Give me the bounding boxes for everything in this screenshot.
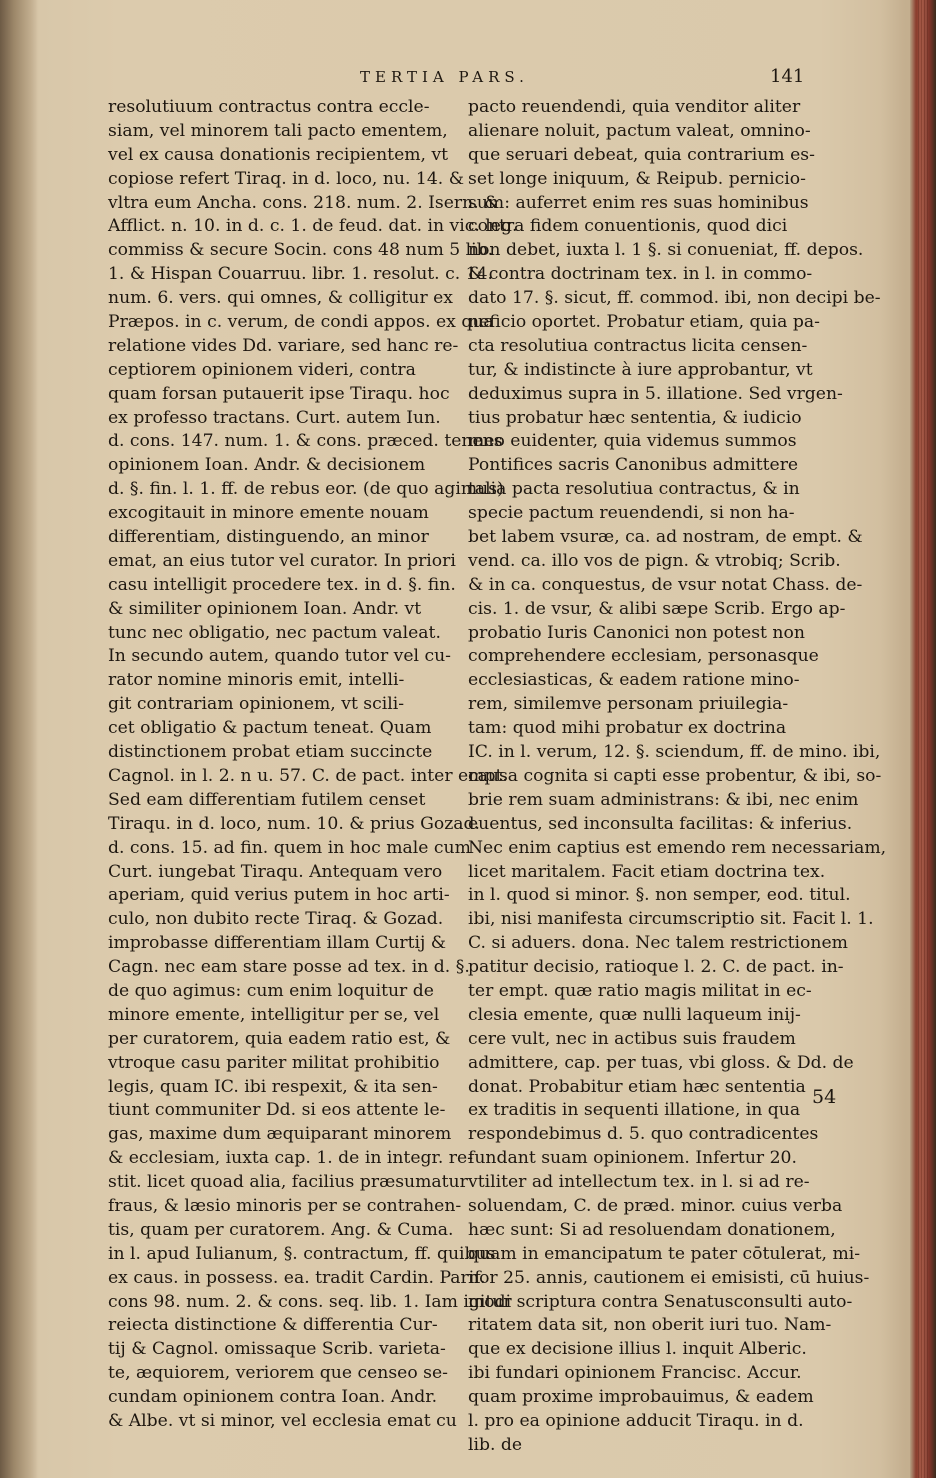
text-line: soluendam, C. de præd. minor. cuius verba — [468, 1195, 843, 1216]
text-line: specie pactum reuendendi, si non ha- — [468, 503, 795, 524]
text-line: sum: auferret enim res suas hominibus — [468, 192, 809, 213]
text-line: de quo agimus: cum enim loquitur de — [108, 980, 434, 1001]
text-line: quam proxime improbauimus, & eadem — [468, 1387, 814, 1408]
text-line: cundam opinionem contra Ioan. Andr. — [108, 1387, 438, 1408]
text-line: rator nomine minoris emit, intelli- — [108, 670, 405, 691]
text-line: ibi fundari opinionem Francisc. Accur. — [468, 1363, 802, 1384]
text-line: Afflict. n. 10. in d. c. 1. de feud. dat. in vic. leg. — [108, 216, 518, 237]
text-line: cet obligatio & pactum teneat. Quam — [108, 718, 432, 739]
text-line: C. si aduers. dona. Nec talem restrictionem — [468, 933, 848, 954]
text-line: 1. & Hispan Couarruu. libr. 1. resolut. c. 14. — [108, 264, 493, 285]
text-line: cons 98. num. 2. & cons. seq. lib. 1. Iam igitur — [108, 1291, 512, 1312]
text-line: IC. in l. verum, 12. §. sciendum, ff. de mino. ibi, — [468, 742, 881, 763]
text-line: vltra eum Ancha. cons. 218. num. 2. Isern. & — [108, 192, 500, 213]
text-line: deduximus supra in 5. illatione. Sed vrgen- — [468, 383, 843, 404]
text-line: licet maritalem. Facit etiam doctrina tex. — [468, 861, 826, 882]
text-line: te, æquiorem, veriorem que censeo se- — [108, 1363, 448, 1384]
text-line: Sed eam differentiam futilem censet — [108, 789, 426, 810]
text-line: neficio oportet. Probatur etiam, quia pa- — [468, 312, 820, 333]
text-line: ceptiorem opinionem videri, contra — [108, 359, 416, 380]
text-line: per curatorem, quia eadem ratio est, & — [108, 1028, 451, 1049]
text-line: Nec enim captius est emendo rem necessariam, — [468, 837, 887, 858]
text-line: clesia emente, quæ nulli laqueum inij- — [468, 1004, 801, 1025]
text-line: cere vult, nec in actibus suis fraudem — [468, 1028, 796, 1049]
text-line: In secundo autem, quando tutor vel cu- — [108, 646, 451, 667]
text-line: lib. de — [468, 1434, 523, 1455]
text-line: contra fidem conuentionis, quod dici — [468, 216, 788, 237]
text-line: euentus, sed inconsulta facilitas: & inferius. — [468, 813, 853, 834]
book-gutter — [0, 0, 38, 1478]
text-line: in l. apud Iulianum, §. contractum, ff. quibus — [108, 1243, 496, 1264]
text-line: tam: quod mihi probatur ex doctrina — [468, 718, 787, 739]
text-line: excogitauit in minore emente nouam — [108, 503, 429, 524]
text-line: casu intelligit procedere tex. in d. §. fin. — [108, 574, 456, 595]
text-line: alienare noluit, pactum valeat, omnino- — [468, 120, 811, 141]
text-line: hæc sunt: Si ad resoluendam donationem, — [468, 1219, 836, 1240]
text-line: & contra doctrinam tex. in l. in commo- — [468, 264, 813, 285]
text-line: ibi, nisi manifesta circumscriptio sit. Facit l. 1. — [468, 909, 874, 930]
text-line: cis. 1. de vsur, & alibi sæpe Scrib. Ergo ap- — [468, 598, 846, 619]
text-line: tiunt communiter Dd. si eos attente le- — [108, 1100, 446, 1121]
text-line: opinionem Ioan. Andr. & decisionem — [108, 455, 426, 476]
text-line: legis, quam IC. ibi respexit, & ita sen- — [108, 1076, 438, 1097]
text-line: que seruari debeat, quia contrarium es- — [468, 144, 815, 165]
text-line: commiss & secure Socin. cons 48 num 5 lib. — [108, 240, 494, 261]
text-line: que ex decisione illius l. inquit Alberic. — [468, 1339, 807, 1360]
text-line: quam forsan putauerit ipse Tiraqu. hoc — [108, 383, 450, 404]
text-line: ritatem data sit, non oberit iuri tuo. Nam- — [468, 1315, 832, 1336]
text-line: Tiraqu. in d. loco, num. 10. & prius Gozad. — [108, 813, 480, 834]
text-line: vend. ca. illo vos de pign. & vtrobiq; Scrib. — [468, 550, 841, 571]
text-line: dato 17. §. sicut, ff. commod. ibi, non decipi be- — [468, 288, 881, 309]
text-line: & in ca. conquestus, de vsur notat Chass. de- — [468, 574, 863, 595]
text-line: copiose refert Tiraq. in d. loco, nu. 14. & — [108, 168, 465, 189]
text-line: tius probatur hæc sententia, & iudicio — [468, 407, 802, 428]
text-line: ex caus. in possess. ea. tradit Cardin. Parif. — [108, 1267, 486, 1288]
text-line: minore emente, intelligitur per se, vel — [108, 1004, 440, 1025]
text-line: rem, similemve personam priuilegia- — [468, 694, 789, 715]
text-line: admittere, cap. per tuas, vbi gloss. & Dd. de — [468, 1052, 854, 1073]
text-line: num. 6. vers. qui omnes, & colligitur ex — [108, 288, 453, 309]
text-line: probatio Iuris Canonici non potest non — [468, 622, 805, 643]
text-line: fundant suam opinionem. Infertur 20. — [468, 1148, 797, 1169]
text-line: patitur decisio, ratioque l. 2. C. de pact. in- — [468, 957, 844, 978]
text-line: Præpos. in c. verum, de condi appos. ex qua — [108, 312, 494, 333]
text-line: Curt. iungebat Tiraqu. Antequam vero — [108, 861, 443, 882]
text-line: comprehendere ecclesiam, personasque — [468, 646, 819, 667]
text-line: siam, vel minorem tali pacto ementem, — [108, 120, 448, 141]
text-line: bet labem vsuræ, ca. ad nostram, de empt. & — [468, 527, 863, 548]
running-head: TERTIA PARS. — [360, 68, 529, 86]
text-line: cta resolutiua contractus licita censen- — [468, 335, 808, 356]
text-line: tur, & indistincte à iure approbantur, vt — [468, 359, 813, 380]
folio-number: 141 — [770, 66, 805, 87]
text-line: Cagn. nec eam stare posse ad tex. in d. §. — [108, 957, 470, 978]
text-line: d. cons. 147. num. 1. & cons. præced. tenens — [108, 431, 503, 452]
left-column — [108, 96, 518, 1434]
text-line: d. cons. 15. ad fin. quem in hoc male cum — [108, 837, 471, 858]
text-line: git contrariam opinionem, vt scili- — [108, 694, 405, 715]
text-line: modi scriptura contra Senatusconsulti auto- — [468, 1291, 853, 1312]
text-line: meo euidenter, quia videmus summos — [468, 431, 797, 452]
text-line: d. §. fin. l. 1. ff. de rebus eor. (de quo agimus) — [108, 479, 504, 500]
text-line: tis, quam per curatorem. Ang. & Cuma. — [108, 1219, 454, 1240]
text-line: differentiam, distinguendo, an minor — [108, 527, 429, 548]
text-line: fraus, & læsio minoris per se contrahen- — [108, 1195, 462, 1216]
margin-note: 54 — [812, 1086, 837, 1108]
text-line: tunc nec obligatio, nec pactum valeat. — [108, 622, 441, 643]
text-line: Cagnol. in l. 2. n u. 57. C. de pact. inter empt. — [108, 765, 508, 786]
text-line: vel ex causa donationis recipientem, vt — [108, 144, 449, 165]
text-line: causa cognita si capti esse probentur, & ibi, so- — [468, 765, 882, 786]
text-line: & Albe. vt si minor, vel ecclesia emat cu — [108, 1410, 457, 1431]
text-line: ex traditis in sequenti illatione, in qua — [468, 1100, 801, 1121]
text-line: Pontifices sacris Canonibus admittere — [468, 455, 799, 476]
text-line: ter empt. quæ ratio magis militat in ec- — [468, 980, 812, 1001]
text-line: reiecta distinctione & differentia Cur- — [108, 1315, 438, 1336]
text-line: stit. licet quoad alia, facilius præsumatur — [108, 1172, 468, 1193]
text-line: improbasse differentiam illam Curtij & — [108, 933, 447, 954]
text-line: & ecclesiam, iuxta cap. 1. de in integr. re- — [108, 1148, 473, 1169]
text-line: pacto reuendendi, quia venditor aliter — [468, 97, 801, 117]
text-line: vtiliter ad intellectum tex. in l. si ad re- — [468, 1172, 810, 1193]
text-line: tij & Cagnol. omissaque Scrib. varieta- — [108, 1339, 446, 1360]
text-line: set longe iniquum, & Reipub. pernicio- — [468, 168, 806, 189]
text-line: emat, an eius tutor vel curator. In priori — [108, 550, 456, 571]
text-line: gas, maxime dum æquiparant minorem — [108, 1124, 452, 1145]
text-line: talia pacta resolutiua contractus, & in — [468, 479, 800, 500]
text-line: & similiter opinionem Ioan. Andr. vt — [108, 598, 422, 619]
text-line: in l. quod si minor. §. non semper, eod. titul. — [468, 885, 851, 906]
text-line: ecclesiasticas, & eadem ratione mino- — [468, 670, 800, 691]
text-line: aperiam, quid verius putem in hoc arti- — [108, 885, 450, 906]
text-line: quam in emancipatum te pater cōtulerat, mi- — [468, 1243, 861, 1264]
page-edge-lines — [918, 0, 928, 1478]
text-line: donat. Probabitur etiam hæc sententia — [468, 1076, 806, 1097]
text-line: distinctionem probat etiam succincte — [108, 742, 433, 763]
text-line: vtroque casu pariter militat prohibitio — [108, 1052, 440, 1073]
text-line: brie rem suam administrans: & ibi, nec enim — [468, 789, 859, 810]
text-line: l. pro ea opinione adducit Tiraqu. in d. — [468, 1410, 804, 1431]
text-line: relatione vides Dd. variare, sed hanc re- — [108, 335, 459, 356]
text-line: ex professo tractans. Curt. autem Iun. — [108, 407, 441, 428]
text-line: respondebimus d. 5. quo contradicentes — [468, 1124, 819, 1145]
text-line: resolutiuum contractus contra eccle- — [108, 97, 430, 117]
text-line: nor 25. annis, cautionem ei emisisti, cū huius- — [468, 1267, 870, 1288]
text-line: culo, non dubito recte Tiraq. & Gozad. — [108, 909, 444, 930]
text-line: non debet, iuxta l. 1 §. si conueniat, ff. depos. — [468, 240, 864, 261]
